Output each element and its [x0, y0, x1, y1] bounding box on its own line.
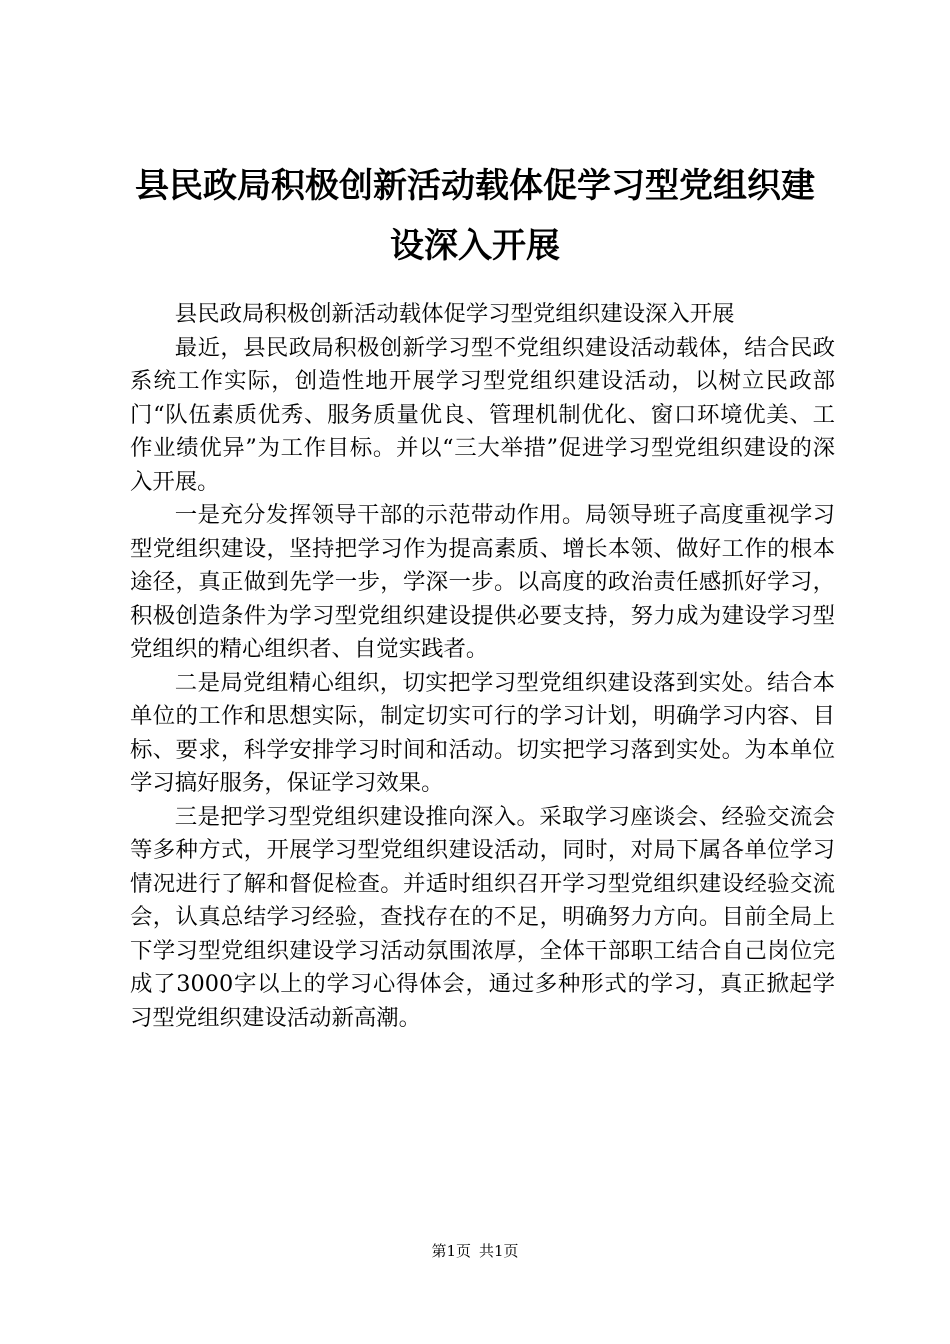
title-line-1: 县民政局积极创新活动载体促学习型党组织建 — [135, 166, 815, 206]
page-footer — [0, 1241, 950, 1261]
paragraph-point-1: 一是充分发挥领导干部的示范带动作用。局领导班子高度重视学习型党组织建设，坚持把学习作为提高素质、增长本领、做好工作的根本途径，真正做到先学一步，学深一步。以高度的政治责任感抓好学习，积极创造条件为学习型党组织建设提供必要支持，努力成为建设学习型党组织的精心组织者、自觉实践者。 — [130, 502, 835, 662]
paragraph-point-2: 二是局党组精心组织，切实把学习型党组织建设落到实处。结合本单位的工作和思想实际，制定切实可行的学习计划，明确学习内容、目标、要求，科学安排学习时间和活动。切实把学习落到实处。为本单位学习搞好服务，保证学习效果。 — [130, 669, 835, 796]
page-total: 共1页 — [479, 1242, 519, 1260]
paragraph-subtitle: 县民政局积极创新活动载体促学习型党组织建设深入开展 — [174, 301, 735, 327]
document-title — [120, 156, 830, 276]
paragraph-point-3: 三是把学习型党组织建设推向深入。采取学习座谈会、经验交流会等多种方式，开展学习型党组织建设活动，同时，对局下属各单位学习情况进行了解和督促检查。并适时组织召开学习型党组织建设经验交流会，认真总结学习经验，查找存在的不足，明确努力方向。目前全局上下学习型党组织建设学习活动氛围浓厚，全体干部职工结合自己岗位完成了3000字以上的学习心得体会，通过多种形式的学习，真正掀起学习型党组织建设活动新高潮。 — [130, 803, 835, 1031]
title-line-2: 设深入开展 — [390, 226, 560, 266]
document-body — [130, 298, 835, 1035]
page-number: 第1页 — [431, 1242, 471, 1260]
paragraph-intro: 最近，县民政局积极创新学习型不党组织建设活动载体，结合民政系统工作实际，创造性地开展学习型党组织建设活动，以树立民政部门“队伍素质优秀、服务质量优良、管理机制优化、窗口环境优美、工作业绩优异”为工作目标。并以“三大举措”促进学习型党组织建设的深入开展。 — [130, 334, 835, 495]
